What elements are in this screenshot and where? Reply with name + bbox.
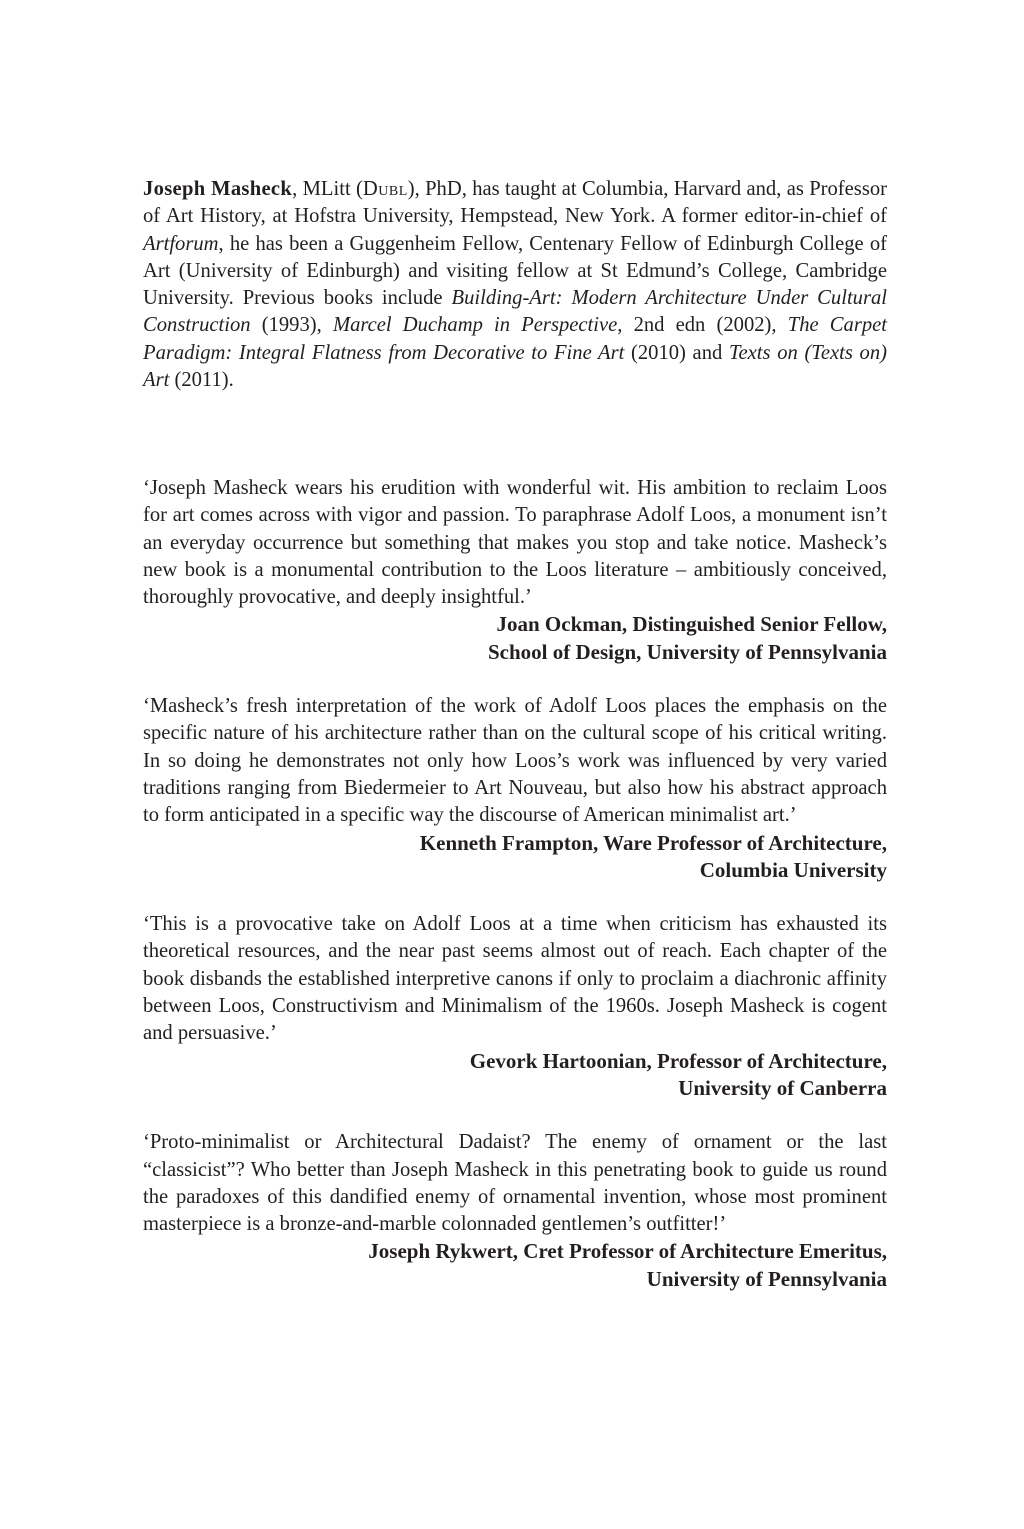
bio-text: , MLitt (	[292, 178, 363, 200]
endorsements	[143, 475, 887, 1320]
endorsement-quote: ‘Masheck’s fresh interpretation of the work of Adolf Loos places the emphasis on the specific nature of his architecture rather than on the cultural scope of his critical writing. In so doing he demonstrates not only how Loos’s work was influenced by very varied traditions ranging from Biedermeier to Art Nouveau, but also how his abstract approach to form anticipated in a specific way the discourse of American minimalist art.’	[143, 695, 887, 827]
bio-book-title: Texts on (Texts on) Art	[143, 341, 887, 392]
endorsement-attribution	[143, 1238, 887, 1293]
endorsement-quote: ‘This is a provocative take on Adolf Loos at a time when criticism has exhausted its theoretical resources, and the near past seems almost out of reach. Each chapter of the book disbands the established interpretive canons if only to proclaim a diachronic affinity between Loos, Constructivism and Minimalism of the 1960s. Joseph Masheck is cogent and persuasive.’	[143, 913, 887, 1045]
attribution-institution: University of Pennsylvania	[646, 1266, 887, 1291]
bio-text: ), PhD, has taught at Columbia, Harvard and, as Professor of Art History, at Hofstra University, Hempstead, New York. A former editor-in-chief of	[143, 178, 887, 228]
attribution-institution: Columbia University	[699, 857, 887, 882]
bio-text: (2010) and	[624, 341, 729, 364]
bio-degree-abbrev: Dubl	[362, 178, 408, 200]
endorsement	[143, 911, 887, 1102]
attribution-name-title: Joan Ockman, Distinguished Senior Fellow,	[496, 612, 887, 637]
endorsement	[143, 1129, 887, 1293]
author-name: Joseph Masheck	[143, 178, 293, 200]
bio-text: , 2nd edn (2002),	[617, 314, 788, 337]
bio-book-title: The Carpet Paradigm: Integral Flatness from Decorative to Fine Art	[143, 314, 887, 364]
attribution-institution: University of Canberra	[678, 1075, 887, 1100]
attribution-institution: School of Design, University of Pennsylvania	[487, 639, 887, 664]
attribution-name-title: Kenneth Frampton, Ware Professor of Architecture,	[419, 830, 887, 855]
attribution-name-title: Gevork Hartoonian, Professor of Architecture,	[469, 1048, 887, 1073]
endorsement-quote: ‘Proto-minimalist or Architectural Dadaist? The enemy of ornament or the last “classicist”? Who better than Joseph Masheck in this penetrating book to guide us round the paradoxes of this dandified enemy of ornamental invention, whose most prominent masterpiece is a bronze-and-marble colonnaded gentlemen’s outfitter!’	[143, 1131, 887, 1236]
endorsement	[143, 475, 887, 666]
bio-book-title: Building-Art: Modern Architecture Under Cultural Construction	[143, 287, 887, 337]
attribution-name-title: Joseph Rykwert, Cret Professor of Architecture Emeritus,	[368, 1239, 887, 1264]
endorsement-attribution	[143, 611, 887, 666]
bio-book-title: Marcel Duchamp in Perspective	[332, 314, 618, 337]
endorsement-attribution	[143, 1048, 887, 1103]
bio-text: , he has been a Guggenheim Fellow, Centenary Fellow of Edinburgh College of Art (University of Edinburgh) and visiting fellow at St Edmund’s College, Cambridge University. Previous books include	[143, 232, 887, 310]
endorsement-quote: ‘Joseph Masheck wears his erudition with wonderful wit. His ambition to reclaim Loos for art comes across with vigor and passion. To paraphrase Adolf Loos, a monument isn’t an everyday occurrence but something that makes you stop and take notice. Masheck’s new book is a monumental contribution to the Loos literature – ambitiously conceived, thoroughly provocative, and deeply insightful.’	[143, 477, 887, 609]
bio-text: (2011).	[169, 369, 234, 392]
endorsement-attribution	[143, 830, 887, 885]
book-page	[143, 176, 887, 1291]
author-bio	[143, 176, 887, 394]
bio-title-artforum: Artforum	[143, 232, 219, 255]
endorsement	[143, 693, 887, 884]
bio-text: (1993),	[250, 314, 333, 337]
